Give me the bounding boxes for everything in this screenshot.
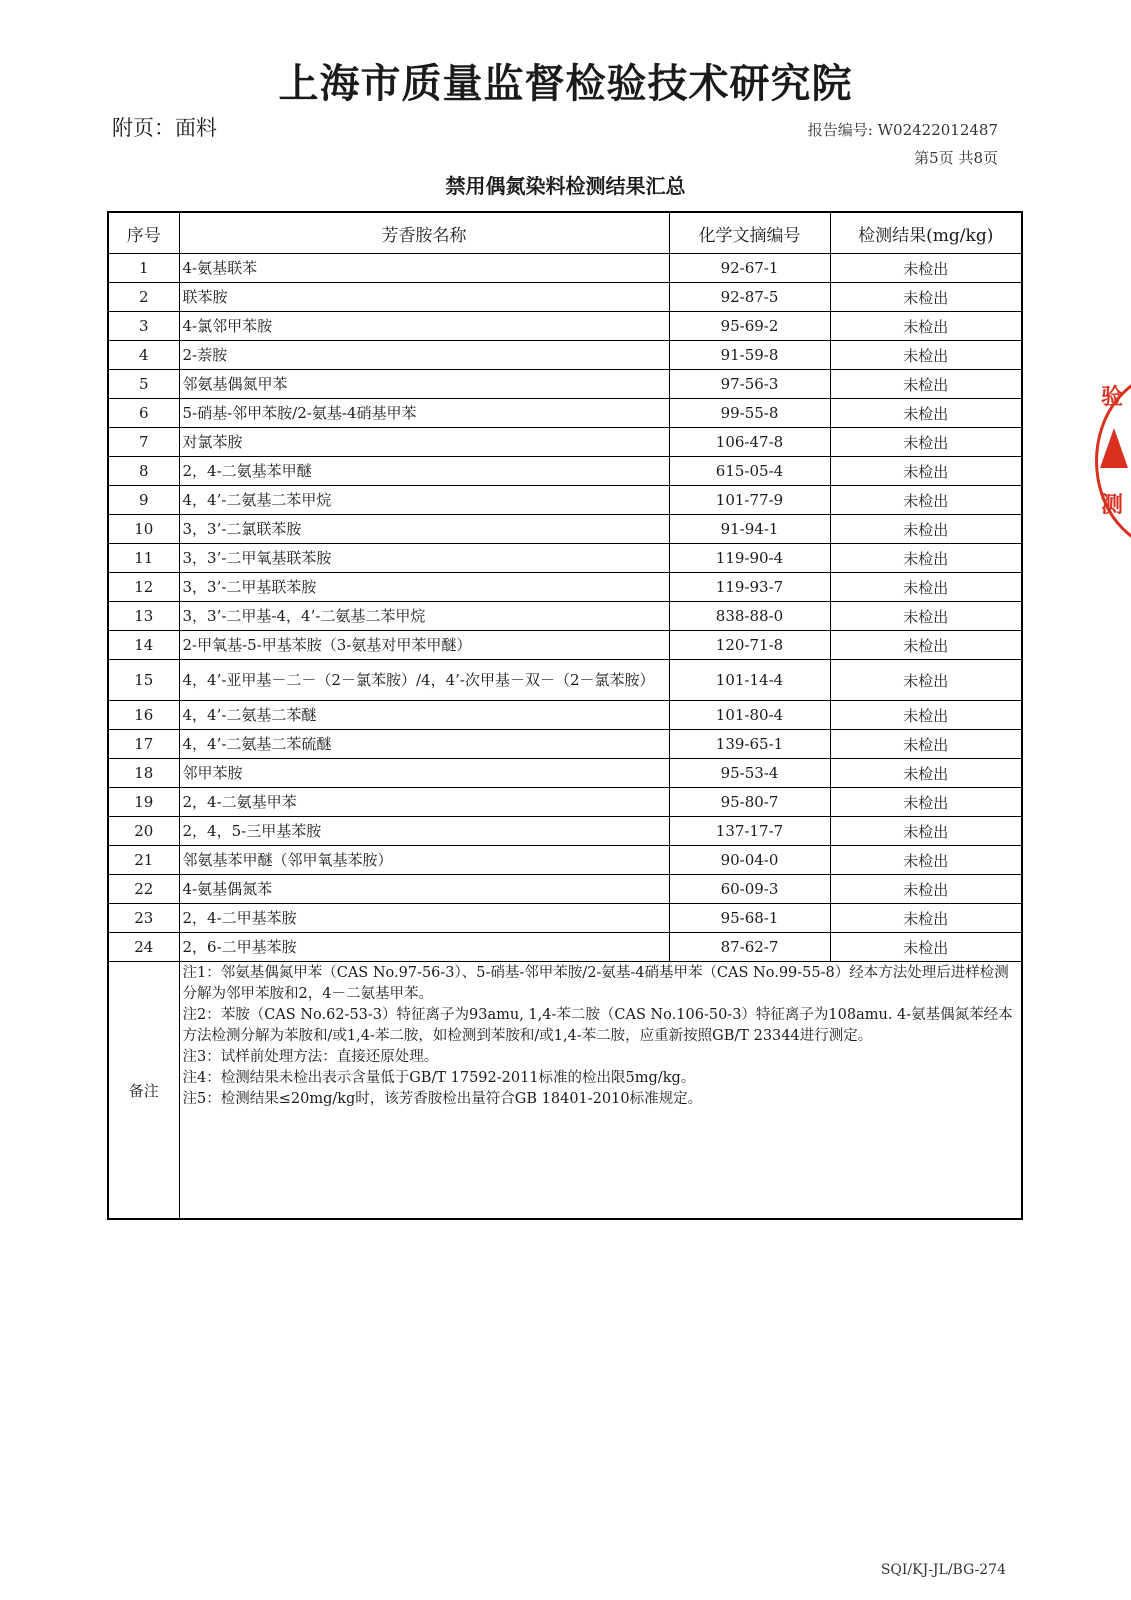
- cell-result: 未检出: [830, 660, 1022, 701]
- table-header-row: [108, 212, 1022, 254]
- cell-result: 未检出: [830, 573, 1022, 602]
- cell-result: 未检出: [830, 701, 1022, 730]
- table-row: [108, 254, 1022, 283]
- inspection-stamp: [1089, 372, 1131, 548]
- table-body: [108, 254, 1022, 1220]
- cell-result: 未检出: [830, 312, 1022, 341]
- cell-cas: 95-69-2: [669, 312, 830, 341]
- cell-name: 邻氨基偶氮甲苯: [179, 370, 669, 399]
- cell-cas: 92-67-1: [669, 254, 830, 283]
- cell-cas: 91-59-8: [669, 341, 830, 370]
- cell-no: 10: [108, 515, 179, 544]
- cell-no: 11: [108, 544, 179, 573]
- cell-result: 未检出: [830, 631, 1022, 660]
- cell-result: 未检出: [830, 515, 1022, 544]
- cell-cas: 101-77-9: [669, 486, 830, 515]
- cell-cas: 137-17-7: [669, 817, 830, 846]
- note-3: 注3：试样前处理方法：直接还原处理。: [182, 1049, 439, 1065]
- cell-name: 5-硝基-邻甲苯胺/2-氨基-4硝基甲苯: [179, 399, 669, 428]
- cell-name: 对氯苯胺: [179, 428, 669, 457]
- header-result: 检测结果(mg/kg): [830, 212, 1022, 254]
- document-title: 禁用偶氮染料检测结果汇总: [445, 174, 686, 198]
- cell-name: 4，4’-二氨基二苯醚: [179, 701, 669, 730]
- cell-result: 未检出: [830, 730, 1022, 759]
- cell-cas: 101-14-4: [669, 660, 830, 701]
- table-row: [108, 341, 1022, 370]
- cell-result: 未检出: [830, 486, 1022, 515]
- cell-cas: 615-05-4: [669, 457, 830, 486]
- cell-cas: 90-04-0: [669, 846, 830, 875]
- cell-no: 3: [108, 312, 179, 341]
- cell-name: 2-甲氧基-5-甲基苯胺（3-氨基对甲苯甲醚）: [179, 631, 669, 660]
- organization-title: 上海市质量监督检验技术研究院: [278, 61, 853, 107]
- cell-name: 2-萘胺: [179, 341, 669, 370]
- cell-no: 7: [108, 428, 179, 457]
- cell-cas: 139-65-1: [669, 730, 830, 759]
- cell-cas: 95-53-4: [669, 759, 830, 788]
- cell-no: 16: [108, 701, 179, 730]
- cell-cas: 120-71-8: [669, 631, 830, 660]
- cell-name: 2，4-二氨基甲苯: [179, 788, 669, 817]
- cell-no: 23: [108, 904, 179, 933]
- note-5: 注5：检测结果≤20mg/kg时，该芳香胺检出量符合GB 18401-2010标准规定。: [182, 1091, 703, 1107]
- cell-no: 5: [108, 370, 179, 399]
- cell-name: 3，3’-二甲氧基联苯胺: [179, 544, 669, 573]
- cell-cas: 101-80-4: [669, 701, 830, 730]
- table-row: [108, 846, 1022, 875]
- cell-no: 2: [108, 283, 179, 312]
- cell-name: 2，6-二甲基苯胺: [179, 933, 669, 962]
- cell-result: 未检出: [830, 875, 1022, 904]
- header-cas: 化学文摘编号: [669, 212, 830, 254]
- cell-result: 未检出: [830, 933, 1022, 962]
- cell-name: 邻甲苯胺: [179, 759, 669, 788]
- table-row: [108, 283, 1022, 312]
- cell-no: 4: [108, 341, 179, 370]
- cell-no: 13: [108, 602, 179, 631]
- cell-name: 4，4’-亚甲基－二－（2－氯苯胺）/4，4’-次甲基－双－（2－氯苯胺）: [179, 660, 669, 701]
- cell-cas: 92-87-5: [669, 283, 830, 312]
- cell-no: 12: [108, 573, 179, 602]
- notes-label: 备注: [108, 962, 179, 1220]
- header-no: 序号: [108, 212, 179, 254]
- cell-cas: 60-09-3: [669, 875, 830, 904]
- table-row: [108, 370, 1022, 399]
- cell-cas: 838-88-0: [669, 602, 830, 631]
- cell-result: 未检出: [830, 846, 1022, 875]
- note-2: 注2：苯胺（CAS No.62-53-3）特征离子为93amu, 1,4-苯二胺（CAS No.106-50-3）特征离子为108amu. 4-氨基偶氮苯经本方法检测分解为苯胺和/或1,4-苯二胺，如检测到苯胺和/或1,4-苯二胺，应重新按照GB/T 23344进行测定。: [182, 1007, 1013, 1044]
- cell-name: 4-氨基偶氮苯: [179, 875, 669, 904]
- cell-cas: 119-93-7: [669, 573, 830, 602]
- table-row: [108, 788, 1022, 817]
- report-number: 报告编号: W02422012487: [807, 121, 998, 139]
- cell-name: 4-氨基联苯: [179, 254, 669, 283]
- cell-name: 联苯胺: [179, 283, 669, 312]
- table-row: [108, 759, 1022, 788]
- table-row: [108, 701, 1022, 730]
- cell-result: 未检出: [830, 602, 1022, 631]
- header-name: 芳香胺名称: [179, 212, 669, 254]
- cell-result: 未检出: [830, 428, 1022, 457]
- table-row: [108, 515, 1022, 544]
- note-1: 注1：邻氨基偶氮甲苯（CAS No.97-56-3）、5-硝基-邻甲苯胺/2-氨基-4硝基甲苯（CAS No.99-55-8）经本方法处理后进样检测分解为邻甲苯胺和2，4－二氨基甲苯。: [182, 965, 1009, 1002]
- cell-cas: 87-62-7: [669, 933, 830, 962]
- table-row: [108, 660, 1022, 701]
- cell-result: 未检出: [830, 399, 1022, 428]
- table-row: [108, 933, 1022, 962]
- cell-result: 未检出: [830, 283, 1022, 312]
- cell-no: 18: [108, 759, 179, 788]
- cell-no: 22: [108, 875, 179, 904]
- cell-name: 3，3’-二氯联苯胺: [179, 515, 669, 544]
- cell-name: 3，3’-二甲基联苯胺: [179, 573, 669, 602]
- notes-row: [108, 962, 1022, 1220]
- cell-result: 未检出: [830, 254, 1022, 283]
- cell-no: 9: [108, 486, 179, 515]
- cell-result: 未检出: [830, 788, 1022, 817]
- cell-cas: 97-56-3: [669, 370, 830, 399]
- notes-body: [179, 962, 1022, 1220]
- cell-cas: 119-90-4: [669, 544, 830, 573]
- cell-name: 2，4-二甲基苯胺: [179, 904, 669, 933]
- cell-result: 未检出: [830, 544, 1022, 573]
- cell-result: 未检出: [830, 370, 1022, 399]
- table-row: [108, 457, 1022, 486]
- stamp-char-bottom: 测: [1101, 493, 1124, 518]
- cell-no: 20: [108, 817, 179, 846]
- page-info: 第5页 共8页: [914, 149, 998, 167]
- table-row: [108, 486, 1022, 515]
- cell-name: 2，4，5-三甲基苯胺: [179, 817, 669, 846]
- table-row: [108, 399, 1022, 428]
- stamp-char-top: 验: [1101, 385, 1124, 410]
- table-row: [108, 312, 1022, 341]
- cell-cas: 95-80-7: [669, 788, 830, 817]
- table-row: [108, 573, 1022, 602]
- table-row: [108, 631, 1022, 660]
- table-row: [108, 730, 1022, 759]
- cell-no: 21: [108, 846, 179, 875]
- cell-no: 24: [108, 933, 179, 962]
- cell-no: 14: [108, 631, 179, 660]
- cell-result: 未检出: [830, 341, 1022, 370]
- form-code: SQI/KJ-JL/BG-274: [880, 1562, 1006, 1578]
- cell-result: 未检出: [830, 759, 1022, 788]
- cell-no: 15: [108, 660, 179, 701]
- table-row: [108, 817, 1022, 846]
- cell-cas: 95-68-1: [669, 904, 830, 933]
- cell-name: 3，3’-二甲基-4，4’-二氨基二苯甲烷: [179, 602, 669, 631]
- cell-no: 19: [108, 788, 179, 817]
- stamp-star-icon: [1100, 428, 1128, 468]
- table-row: [108, 875, 1022, 904]
- cell-name: 4-氯邻甲苯胺: [179, 312, 669, 341]
- note-4: 注4：检测结果未检出表示含量低于GB/T 17592-2011标准的检出限5mg/kg。: [182, 1070, 696, 1086]
- cell-no: 8: [108, 457, 179, 486]
- cell-name: 4，4’-二氨基二苯硫醚: [179, 730, 669, 759]
- cell-name: 邻氨基苯甲醚（邻甲氧基苯胺）: [179, 846, 669, 875]
- cell-no: 17: [108, 730, 179, 759]
- cell-name: 2，4-二氨基苯甲醚: [179, 457, 669, 486]
- cell-cas: 99-55-8: [669, 399, 830, 428]
- cell-result: 未检出: [830, 457, 1022, 486]
- cell-name: 4，4’-二氨基二苯甲烷: [179, 486, 669, 515]
- cell-no: 6: [108, 399, 179, 428]
- table-row: [108, 904, 1022, 933]
- cell-cas: 91-94-1: [669, 515, 830, 544]
- cell-result: 未检出: [830, 904, 1022, 933]
- cell-no: 1: [108, 254, 179, 283]
- table-row: [108, 544, 1022, 573]
- cell-cas: 106-47-8: [669, 428, 830, 457]
- table-row: [108, 602, 1022, 631]
- cell-result: 未检出: [830, 817, 1022, 846]
- results-table: [107, 211, 1023, 1220]
- table-row: [108, 428, 1022, 457]
- appendix-label: 附页：面料: [112, 116, 217, 140]
